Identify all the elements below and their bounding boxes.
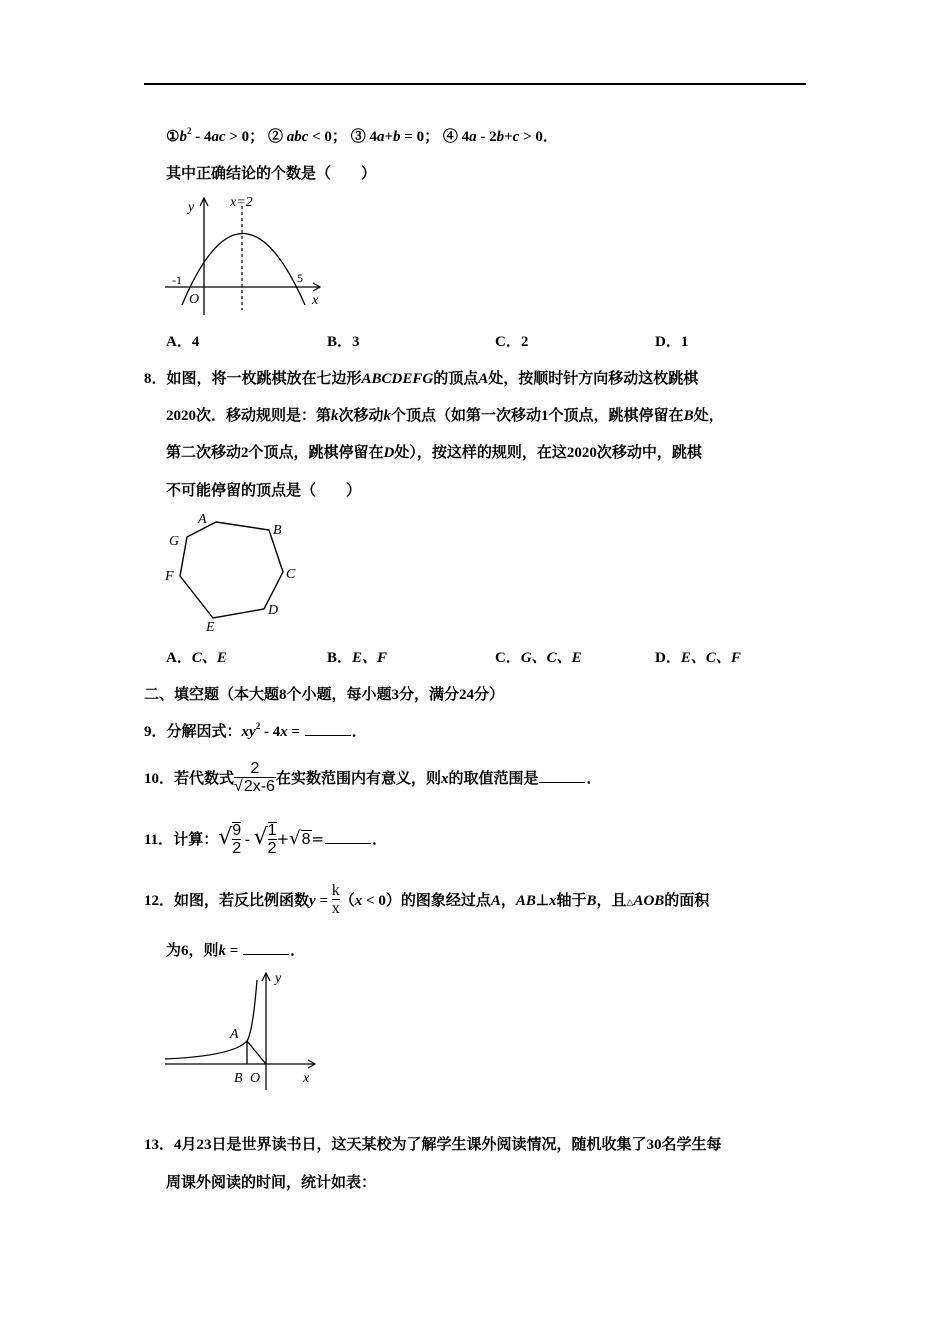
vertex-d: D: [383, 445, 395, 461]
symmetry-axis-label: x=2: [230, 195, 253, 210]
text: > 0．: [519, 129, 558, 145]
denominator: 2: [232, 839, 242, 857]
option-prefix: C．: [495, 650, 521, 666]
text: =: [287, 724, 304, 740]
text: +: [276, 830, 290, 848]
vertex-b: B: [683, 408, 694, 424]
q8-line-1: [144, 368, 698, 389]
number: 2020: [566, 445, 597, 461]
question-number: 13．: [144, 1137, 175, 1153]
q7-option-d[interactable]: D．1: [655, 334, 689, 350]
segment-ao: [247, 1041, 266, 1064]
text: - 4: [260, 724, 281, 740]
text: < 0；: [308, 129, 347, 145]
x-axis-label: x: [312, 293, 319, 308]
text: 处），按这样的规则，在这: [394, 443, 567, 461]
fraction-1-2: [268, 822, 277, 858]
exponent: 2: [255, 721, 261, 731]
text: 若代数式: [174, 769, 235, 787]
number: 24: [459, 687, 475, 703]
sqrt-icon: √: [218, 825, 233, 850]
text: 轴于: [556, 891, 587, 909]
text: 如图，若反比例函数: [174, 891, 310, 909]
var-k: k: [331, 408, 339, 424]
var-a: a: [469, 129, 477, 145]
text: 个顶点，跳棋停留在: [548, 406, 684, 424]
origin-label: O: [250, 1071, 261, 1086]
y-axis-label: y: [275, 971, 282, 986]
text: （: [339, 891, 355, 909]
number: 30: [646, 1137, 662, 1153]
option-prefix: D．: [655, 650, 681, 666]
polygon-name: ABCDEFG: [361, 371, 434, 387]
text: 计算：: [173, 830, 219, 848]
question-number: 9．: [144, 724, 167, 740]
text: 的面积: [664, 891, 710, 909]
q7-parabola-graph: [160, 192, 330, 320]
denominator: √2x-6: [234, 778, 275, 795]
var-y: y: [309, 893, 316, 909]
sqrt-icon: √: [289, 828, 301, 849]
hyperbola-curve: [165, 980, 257, 1059]
label-b: B: [273, 523, 282, 538]
text: 个顶点（如第一次移动: [391, 406, 542, 424]
text: ．: [290, 943, 306, 959]
question-number: 10．: [144, 771, 175, 787]
q12-answer-blank[interactable]: [243, 940, 289, 955]
triangle-icon: △: [626, 898, 634, 908]
fraction-9-2: [232, 822, 241, 858]
q8-option-b[interactable]: [327, 648, 387, 668]
option-prefix: A．: [166, 650, 192, 666]
text: 次移动中，跳棋: [596, 443, 702, 461]
origin-label: O: [189, 292, 200, 307]
numerator: k: [331, 882, 340, 899]
option-body: E、F: [352, 650, 388, 666]
label-d: D: [268, 603, 279, 618]
segment-ab: AB: [515, 893, 536, 909]
number: 23: [196, 1137, 212, 1153]
text: > 0；: [225, 129, 265, 145]
text: 分）: [474, 685, 505, 703]
option-prefix: B．: [327, 650, 353, 666]
perpendicular-icon: ⊥: [535, 893, 549, 909]
point-a-label: A: [230, 1027, 239, 1042]
text: +: [384, 129, 394, 145]
right-root-label: 5: [297, 271, 303, 285]
q11: [144, 815, 387, 863]
number: 3: [391, 687, 400, 703]
text: 二、填空题（本大题: [144, 685, 280, 703]
circled-4: ④ 4: [439, 129, 470, 145]
x-axis-label: x: [303, 1071, 310, 1086]
var-x: x: [280, 724, 288, 740]
q12-line-1: [144, 877, 709, 926]
text: - 4: [191, 129, 212, 145]
q9: [144, 721, 367, 742]
q10: [144, 755, 601, 802]
question-number: 8．: [144, 371, 167, 387]
section-2-title: [144, 684, 504, 705]
text: ，且: [596, 891, 627, 909]
text: 处，: [693, 406, 724, 424]
text: -: [241, 832, 254, 848]
q9-answer-blank[interactable]: [305, 721, 351, 736]
denominator: 2: [267, 839, 277, 857]
y-axis-label: y: [188, 200, 195, 215]
text: 个小题，每小题: [286, 685, 392, 703]
text: 次移动: [338, 406, 384, 424]
var-k: k: [383, 408, 392, 424]
number: 2: [241, 445, 249, 461]
exponent: 2: [186, 126, 192, 136]
numerator: 9: [232, 821, 242, 839]
label-c: C: [286, 567, 296, 582]
text: < 0）: [362, 893, 401, 909]
circled-1: ①: [166, 129, 180, 145]
text: 月: [181, 1135, 197, 1153]
q8-option-c[interactable]: [495, 648, 582, 668]
text: 如图，将一枚跳棋放在七边形: [166, 369, 362, 387]
var-b: b: [393, 129, 401, 145]
q8-option-a[interactable]: [166, 648, 227, 668]
var-b: b: [496, 129, 505, 145]
text: 分，满分: [399, 685, 460, 703]
q12-line-2: [166, 940, 305, 961]
var-x: x: [548, 893, 557, 909]
circled-3: ③ 4: [346, 129, 377, 145]
q7-option-a[interactable]: A．4: [166, 334, 200, 350]
numerator: 1: [267, 821, 277, 839]
text: 处，按顺时针方向移动这枚跳棋: [488, 369, 699, 387]
option-body: C、E: [191, 650, 227, 666]
number: 1: [541, 408, 549, 424]
label-e: E: [206, 620, 215, 635]
point-b-label: B: [234, 1071, 243, 1086]
var-a: a: [376, 129, 385, 145]
q8-line-2: [166, 405, 724, 426]
numerator: 2: [250, 760, 260, 777]
question-number: 11．: [144, 832, 174, 848]
number: 2020: [166, 408, 196, 424]
denominator: x: [331, 900, 340, 917]
q8-line-3: [166, 442, 702, 463]
text: 在实数范围内有意义，则: [275, 769, 441, 787]
q7-option-c[interactable]: C．2: [495, 334, 529, 350]
triangle-aob: AOB: [633, 893, 665, 909]
text: 第二次移动: [166, 443, 242, 461]
parabola-curve: [182, 234, 305, 306]
q12-hyperbola-graph: [160, 965, 325, 1095]
point-b: B: [586, 893, 597, 909]
var-abc: abc: [286, 129, 309, 145]
var-ac: ac: [211, 129, 226, 145]
q7-option-b[interactable]: B．3: [327, 334, 360, 350]
sqrt-icon: √: [253, 825, 268, 850]
text: 分解因式：: [166, 722, 242, 740]
q13-line-1: [144, 1134, 722, 1155]
q13-line-2: 周课外阅读的时间，统计如表：: [166, 1173, 377, 1191]
text: - 2: [476, 129, 497, 145]
text: =: [315, 893, 332, 909]
circled-2: ②: [264, 129, 287, 145]
label-a: A: [198, 512, 207, 527]
text: 的取值范围是: [448, 769, 539, 787]
q8-line-4: 不可能停留的顶点是（ ）: [166, 481, 362, 499]
text: =: [311, 830, 325, 848]
text: 的图象经过点: [400, 891, 491, 909]
text: ，: [500, 891, 516, 909]
number: 4: [174, 1137, 182, 1153]
var-b: b: [179, 129, 187, 145]
text: ．: [586, 771, 602, 787]
text: 为: [166, 941, 182, 959]
text: 日是世界读书日，这天某校为了解学生课外阅读情况，随机收集了: [211, 1135, 647, 1153]
text: 名学生每: [661, 1135, 722, 1153]
option-body: G、C、E: [520, 650, 582, 666]
label-f: F: [165, 569, 174, 584]
question-number: 12．: [144, 893, 175, 909]
radicand: 2x-6: [243, 778, 275, 795]
text: =: [226, 943, 243, 959]
var-c: c: [512, 129, 520, 145]
var-x: x: [354, 893, 363, 909]
vertex-a: A: [478, 371, 489, 387]
number: 8: [279, 687, 287, 703]
left-root-label: -1: [172, 273, 182, 287]
q11-answer-blank[interactable]: [325, 829, 371, 844]
text: 次．移动规则是：第: [196, 406, 332, 424]
q10-answer-blank[interactable]: [539, 768, 585, 783]
q8-heptagon-diagram: [160, 508, 310, 638]
text: ．: [372, 832, 388, 848]
var-k: k: [218, 943, 227, 959]
radicand: 8: [301, 831, 311, 848]
fraction-k-x: [332, 883, 340, 918]
var-x: x: [440, 771, 449, 787]
text: = 0；: [400, 129, 440, 145]
text: ．: [351, 724, 367, 740]
text: 的顶点: [433, 369, 479, 387]
header-rule: [144, 83, 806, 85]
point-a: A: [490, 893, 501, 909]
var-xy: xy: [241, 724, 256, 740]
number: 6: [181, 943, 189, 959]
text: ，则: [188, 941, 219, 959]
option-body: E、C、F: [680, 650, 741, 666]
text: 个顶点，跳棋停留在: [248, 443, 384, 461]
text: +: [504, 129, 513, 145]
q8-option-d[interactable]: [655, 648, 741, 668]
label-g: G: [169, 534, 180, 549]
fraction: [234, 761, 276, 796]
q7-conditions: [166, 126, 558, 147]
q7-question: 其中正确结论的个数是（ ）: [166, 164, 377, 182]
